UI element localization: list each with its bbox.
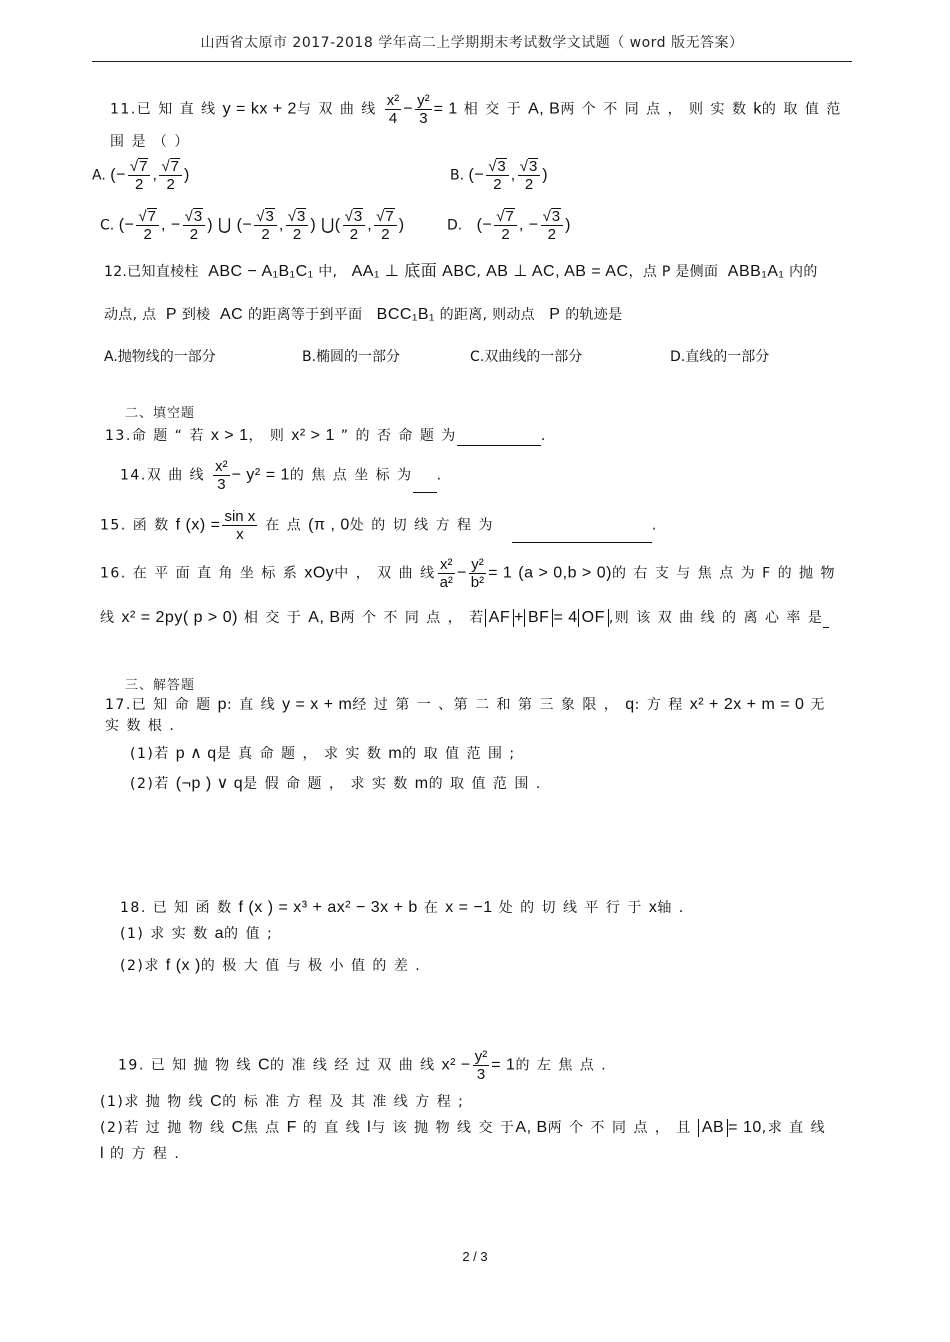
q11-number: 11.: [110, 101, 137, 118]
q12-line2: 动点, 点 P 到棱 AC 的距离等于到平面 BCC₁B₁ 的距离, 则动点 P 的轨迹是: [104, 306, 623, 323]
q15: 15. 函 数 f (x) = $\frac{\text{sin x}}{x}$ 在 点 (π , 0处 的 切 线 方 程 为 .: [100, 508, 658, 543]
q15-answer-blank: [512, 527, 652, 543]
q14-answer-blank: [413, 477, 437, 493]
q18-part1: (1) 求 实 数 a的 值 ;: [120, 925, 274, 942]
q16-line2: 线 x² = 2py( p > 0) 相 交 于 A, B两 个 不 同 点 ， 若 AF + BF = 4 OF ,则 该 双 曲 线 的 离 心 率 是: [100, 608, 829, 628]
q19-part1: (1)求 抛 物 线 C的 标 准 方 程 及 其 准 线 方 程 ;: [100, 1093, 465, 1110]
q18-line1: 18. 已 知 函 数 f (x ) = x³ + ax² − 3x + b 在 x = −1 处 的 切 线 平 行 于 x轴 .: [120, 899, 685, 916]
q17-line2: 实 数 根 .: [105, 718, 176, 734]
q17-part1: (1)若 p ∧ q是 真 命 题 ， 求 实 数 m的 取 值 范 围 ;: [130, 745, 516, 762]
q12-option-c: C.双曲线的一部分: [470, 349, 583, 365]
q12-option-b: B.椭圆的一部分: [302, 349, 401, 365]
q11-fraction-y: $\frac{\text{y²}}{3}$: [417, 92, 430, 127]
q14: 14.双 曲 线 $\frac{\text{x²}}{3}$ − y² = 1的 焦 点 坐 标 为 .: [120, 458, 443, 493]
page-number: 2 / 3: [462, 1249, 488, 1264]
q16-line1: 16. 在 平 面 直 角 坐 标 系 xOy中 ， 双 曲 线 $\frac{\text{x²}}{\text{a²}}$ − $\frac{\text{y²}}{\text{b²}}$ = 1 (a > 0,b > 0)的 右 支 与 焦 点 为 F 的 抛 物: [100, 556, 836, 591]
q11-option-a: A. (− $\frac{√7}{2}$ , $\frac{√7}{2}$ ): [92, 158, 190, 193]
q17-part2: (2)若 (¬p ) ∨ q是 假 命 题 ， 求 实 数 m的 取 值 范 围 .: [130, 775, 542, 792]
page-header: 山西省太原市 2017-2018 学年高二上学期期末考试数学文试题（ word 版无答案）: [92, 30, 852, 62]
section-fill-in-blank: 二、填空题: [125, 406, 196, 421]
q12-option-a: A.抛物线的一部分: [104, 349, 216, 365]
q11-option-d: D. (− $\frac{√7}{2}$ , − $\frac{√3}{2}$ ): [447, 208, 571, 243]
q11-line2: 围 是 （ ）: [110, 134, 190, 150]
q12-line1: 12.已知直棱柱 ABC − A₁B₁C₁ 中, AA₁ ⊥ 底面 ABC, AB ⊥ AC, AB = AC，点 P 是侧面 ABB₁A₁ 内的: [104, 263, 818, 280]
q12-option-d: D.直线的一部分: [670, 349, 770, 365]
q19-line1: 19. 已 知 抛 物 线 C的 准 线 经 过 双 曲 线 x² − $\frac{\text{y²}}{3}$ = 1的 左 焦 点 .: [118, 1048, 608, 1083]
q11-line1: 11.已 知 直 线 y = kx + 2与 双 曲 线 $\frac{\text{x²}}{4}$ − $\frac{\text{y²}}{3}$ = 1 相 交 于 A, B两 个 不 同 点 ， 则 实 数 k的 取 值 范: [110, 92, 842, 127]
q11-option-b: B. (− $\frac{√3}{2}$ , $\frac{√3}{2}$ ): [450, 158, 549, 193]
section-solutions: 三、解答题: [125, 678, 196, 693]
q17-line1: 17.已 知 命 题 p: 直 线 y = x + m经 过 第 一 、第 二 和 第 三 象 限 ， q: 方 程 x² + 2x + m = 0 无: [105, 696, 826, 713]
q19-part2: (2)若 过 抛 物 线 C焦 点 F 的 直 线 l与 该 抛 物 线 交 于A, B两 个 不 同 点 ， 且 AB = 10,求 直 线: [100, 1119, 827, 1136]
q13-answer-blank: [457, 430, 541, 446]
q11-fraction-x: $\frac{\text{x²}}{4}$: [386, 92, 400, 127]
q13: 13.命 题 “ 若 x > 1， 则 x² > 1 ” 的 否 命 题 为 .: [105, 427, 547, 444]
q11-option-c: C. (− $\frac{√7}{2}$ , − $\frac{√3}{2}$ ) ⋃ (− $\frac{√3}{2}$ , $\frac{√3}{2}$ ) ⋃( $\frac{√3}{2}$ , $\frac{√7}{2}$ ): [100, 208, 405, 243]
q19-part2-cont: l 的 方 程 .: [100, 1145, 181, 1162]
q18-part2: (2)求 f (x )的 极 大 值 与 极 小 值 的 差 .: [120, 957, 422, 974]
